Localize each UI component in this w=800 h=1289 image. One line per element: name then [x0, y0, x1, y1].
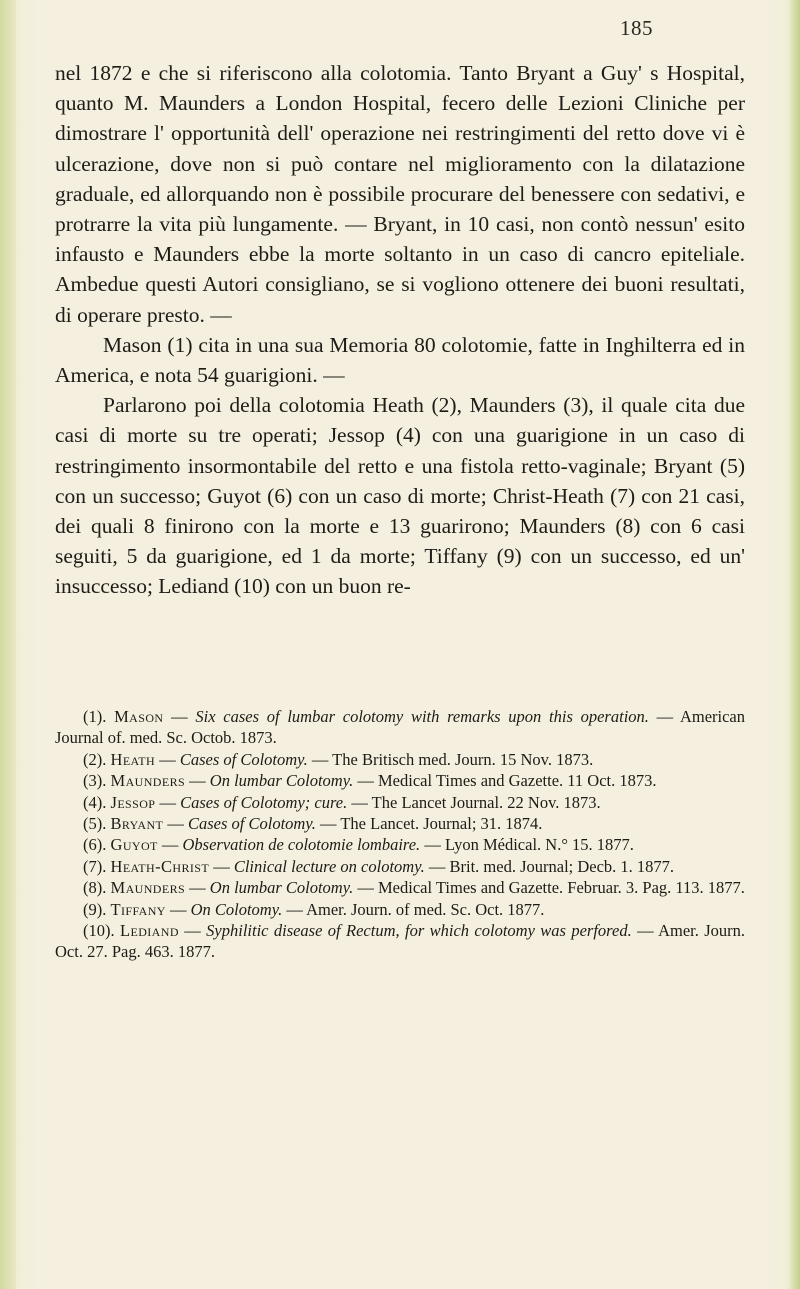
footnote-work: Syphilitic disease of Rectum, for which colotomy was perfored.	[206, 921, 632, 941]
footnote: (1). Mason — Six cases of lumbar colotomy with remarks upon this operation. — American Journal of. med. Sc. Octob. 1873.	[55, 707, 746, 748]
footnote-author: Tiffany	[110, 899, 166, 919]
footnote: (5). Bryant — Cases of Colotomy. — The Lancet. Journal; 31. 1874.	[83, 814, 543, 834]
body-text	[55, 58, 745, 602]
footnote-number: (4).	[83, 792, 107, 812]
footnote-source: — Amer. Journ. of med. Sc. Oct. 1877.	[286, 899, 545, 919]
footnote-source: — The Lancet Journal. 22 Nov. 1873.	[351, 792, 601, 812]
footnote: (9). Tiffany — On Colotomy. — Amer. Journ. of med. Sc. Oct. 1877.	[83, 899, 545, 919]
footnote-work: Six cases of lumbar colotomy with remarks upon this operation.	[195, 707, 649, 726]
footnote: (7). Heath-Christ — Clinical lecture on colotomy. — Brit. med. Journal; Decb. 1. 1877.	[83, 856, 675, 876]
footnote: (6). Guyot — Observation de colotomie lombaire. — Lyon Médical. N.° 15. 1877.	[83, 835, 634, 855]
footnotes	[55, 706, 745, 963]
footnote-source: — The Britisch med. Journ. 15 Nov. 1873.	[311, 749, 594, 769]
footnote-source: — Medical Times and Gazette. 11 Oct. 1873.	[357, 771, 657, 791]
footnote-number: (9).	[83, 899, 107, 919]
paragraph: Mason (1) cita in una sua Memoria 80 colotomie, fatte in Inghilterra ed in America, e nota 54 guarigioni. —	[55, 332, 745, 388]
footnote-author: Jessop	[110, 792, 156, 812]
footnote-work: Clinical lecture on colotomy.	[233, 856, 425, 876]
footnote: (3). Maunders — On lumbar Colotomy. — Medical Times and Gazette. 11 Oct. 1873.	[83, 771, 657, 791]
footnote-work: Observation de colotomie lombaire.	[182, 835, 421, 855]
footnote-author: Heath	[110, 749, 156, 769]
page-edge-left	[0, 0, 16, 1289]
footnote-source: — Brit. med. Journal; Decb. 1. 1877.	[428, 856, 675, 876]
footnote-work: Cases of Colotomy.	[179, 749, 308, 769]
footnote-author: Maunders	[110, 878, 186, 898]
footnote-work: Cases of Colotomy.	[188, 814, 316, 834]
footnote-number: (7).	[83, 856, 107, 876]
footnote-source: — American Journal of. med. Sc. Octob. 1873.	[55, 707, 746, 748]
footnote-source: — The Lancet. Journal; 31. 1874.	[320, 814, 543, 834]
footnote-number: (10).	[83, 921, 115, 941]
footnote: (10). Lediand — Syphilitic disease of Rectum, for which colotomy was perfored. — Amer. Journ. Oct. 27. Pag. 463. 1877.	[55, 921, 746, 962]
footnote-author: Heath-Christ	[110, 856, 210, 876]
page-number: 185	[620, 16, 653, 40]
footnote-work: On Colotomy.	[190, 899, 283, 919]
footnote-author: Maunders	[110, 771, 186, 791]
footnote-work: On lumbar Colotomy.	[209, 771, 354, 791]
footnote: (2). Heath — Cases of Colotomy. — The Britisch med. Journ. 15 Nov. 1873.	[83, 749, 594, 769]
footnote-number: (3).	[83, 771, 107, 791]
footnote-source: — Medical Times and Gazette. Februar. 3. Pag. 113. 1877.	[357, 878, 745, 898]
footnote-author: Guyot	[110, 835, 158, 855]
footnote-source: — Lyon Médical. N.° 15. 1877.	[424, 835, 634, 855]
page-edge-right	[790, 0, 800, 1289]
footnote-author: Bryant	[110, 814, 164, 834]
footnote-author: Mason	[114, 707, 164, 726]
footnote-number: (6).	[83, 835, 107, 855]
paragraph: Parlarono poi della colotomia Heath (2), Maunders (3), il quale cita due casi di morte su tre operati; Jessop (4) con una guarigione in un caso di restringimento insormontabile del retto e una fistola retto-vaginale; Bryant (5) con un successo; Guyot (6) con un caso di morte; Christ-Heath (7) con 21 casi, dei quali 8 finirono con la morte e 13 guarirono; Maunders (8) con 6 casi seguiti, 5 da guarigione, ed 1 da morte; Tiffany (9) con un successo, ed un' insuccesso; Lediand (10) con un buon re-	[55, 393, 745, 599]
footnote-number: (5).	[83, 814, 107, 834]
paragraph: nel 1872 e che si riferiscono alla colotomia. Tanto Bryant a Guy' s Hospital, quanto M. Maunders a London Hospital, fecero delle Lezioni Cliniche per dimostrare l' opportunità dell' operazione nei restringimenti del retto dove vi è ulcerazione, dove non si può contare nel miglioramento con la dilatazione graduale, ed allorquando non è possibile procurare del benessere con sedativi, e protrarre la vita più lungamente. — Bryant, in 10 casi, non contò nessun' esito infausto e Maunders ebbe la morte soltanto in un caso di cancro epiteliale. Ambedue questi Autori consigliano, se si vogliono ottenere dei buoni resultati, di operare presto. —	[55, 61, 745, 327]
footnote-source: — Amer. Journ. Oct. 27. Pag. 463. 1877.	[55, 921, 746, 962]
footnote: (8). Maunders — On lumbar Colotomy. — Medical Times and Gazette. Februar. 3. Pag. 113. 1877.	[83, 878, 745, 898]
footnote-number: (1).	[83, 707, 107, 726]
footnote-number: (8).	[83, 878, 107, 898]
footnote: (4). Jessop — Cases of Colotomy; cure. — The Lancet Journal. 22 Nov. 1873.	[83, 792, 601, 812]
footnote-work: On lumbar Colotomy.	[209, 878, 354, 898]
footnote-work: Cases of Colotomy; cure.	[180, 792, 348, 812]
footnote-number: (2).	[83, 749, 107, 769]
footnote-author: Lediand	[120, 921, 179, 941]
